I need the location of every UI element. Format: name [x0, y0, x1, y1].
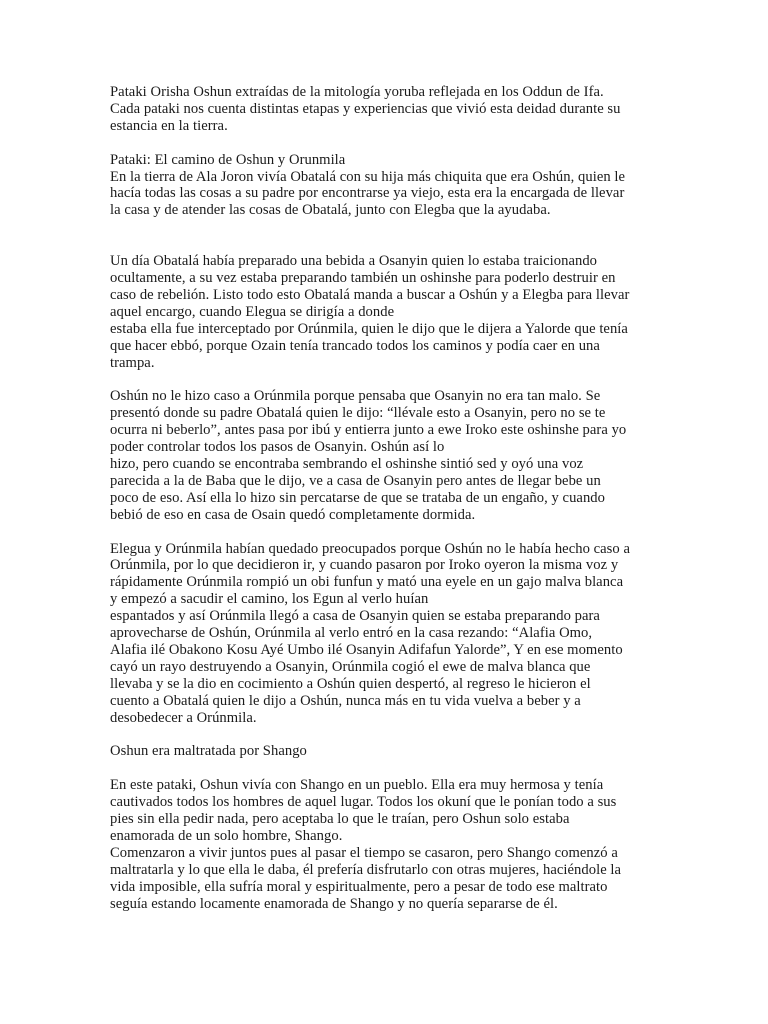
- intro-paragraph: [110, 84, 670, 135]
- paragraph-1: [110, 169, 670, 220]
- text-line: espantados y así Orúnmila llegó a casa de Osanyin quien se estaba preparando para: [110, 608, 600, 625]
- text-line: enamorada de un solo hombre, Shango.: [110, 827, 343, 844]
- text-line: Pataki Orisha Oshun extraídas de la mitología yoruba reflejada en los Oddun de Ifa.: [110, 84, 604, 100]
- text-line: seguía estando locamente enamorada de Shango y no quería separarse de él.: [110, 895, 558, 912]
- section-title-text: Oshun era maltratada por Shango: [110, 743, 307, 760]
- text-line: bebió de eso en casa de Osain quedó completamente dormida.: [110, 506, 476, 523]
- text-line: presentó donde su padre Obatalá quien le dijo: “llévale esto a Osanyin, pero no se te: [110, 405, 606, 422]
- paragraph-2: [110, 253, 670, 371]
- text-line: trampa.: [110, 354, 155, 371]
- text-line: poder controlar todos los pasos de Osanyin. Oshún así lo: [110, 439, 445, 456]
- text-line: Cada pataki nos cuenta distintas etapas y experiencias que vivió esta deidad durante su: [110, 100, 621, 117]
- text-line: Oshún no le hizo caso a Orúnmila porque pensaba que Osanyin no era tan malo. Se: [110, 388, 601, 405]
- text-line: estaba ella fue interceptado por Orúnmila, quien le dijo que le dijera a Yalorde que tenía: [110, 320, 628, 337]
- section-title: [110, 152, 670, 169]
- text-line: maltratarla y lo que ella le daba, él prefería disfrutarlo con otras mujeres, haciéndole la: [110, 861, 622, 878]
- text-line: estancia en la tierra.: [110, 117, 228, 134]
- paragraph-5: [110, 777, 670, 912]
- text-line: aprovecharse de Oshún, Orúnmila al verlo entró en la casa rezando: “Alafia Omo,: [110, 625, 593, 642]
- text-line: En este pataki, Oshun vivía con Shango en un pueblo. Ella era muy hermosa y tenía: [110, 777, 604, 794]
- text-line: poco de eso. Así ella lo hizo sin percatarse de que se trataba de un engaño, y cuando: [110, 489, 605, 506]
- text-line: pies sin ella pedir nada, pero aceptaba lo que le traían, pero Oshun solo estaba: [110, 811, 570, 828]
- section-title-text: Pataki: El camino de Oshun y Orunmila: [110, 151, 346, 168]
- text-line: Orúnmila, por lo que decidieron ir, y cuando pasaron por Iroko oyeron la misma voz y: [110, 557, 619, 574]
- section-title: [110, 743, 670, 760]
- text-line: En la tierra de Ala Joron vivía Obatalá con su hija más chiquita que era Oshún, quien le: [110, 168, 626, 185]
- text-line: desobedecer a Orúnmila.: [110, 709, 257, 726]
- text-line: aquel encargo, cuando Elegua se dirigía a donde: [110, 303, 395, 320]
- text-line: llevaba y se la dio en cocimiento a Oshún quien despertó, al regreso le hicieron el: [110, 675, 591, 692]
- text-line: hizo, pero cuando se encontraba sembrando el oshinshe sintió sed y oyó una voz: [110, 456, 584, 473]
- text-line: hacía todas las cosas a su padre por encontrarse ya viejo, esta era la encargada de llevar: [110, 185, 625, 202]
- paragraph-4: [110, 541, 670, 727]
- text-line: ocurra ni beberlo”, antes pasa por ibú y entierra junto a ewe Iroko este oshinshe para yo: [110, 422, 627, 439]
- text-line: cuento a Obatalá quien le dijo a Oshún, nunca más en tu vida vuelva a beber y a: [110, 692, 581, 709]
- text-line: vida imposible, ella sufría moral y espiritualmente, pero a pesar de todo ese maltrato: [110, 878, 608, 895]
- text-line: parecida a la de Baba que le dijo, ve a casa de Osanyin pero antes de llegar bebe un: [110, 472, 601, 489]
- text-line: cautivados todos los hombres de aquel lugar. Todos los okuní que le ponían todo a sus: [110, 794, 617, 811]
- text-line: Alafia ilé Obakono Kosu Ayé Umbo ilé Osanyin Adifafun Yalorde”, Y en ese momento: [110, 641, 623, 658]
- paragraph-3: [110, 388, 670, 523]
- text-line: la casa y de atender las cosas de Obatalá, junto con Elegba que la ayudaba.: [110, 202, 551, 219]
- text-line: cayó un rayo destruyendo a Osanyin, Orúnmila cogió el ewe de malva blanca que: [110, 658, 591, 675]
- text-line: Comenzaron a vivir juntos pues al pasar el tiempo se casaron, pero Shango comenzó a: [110, 844, 618, 861]
- text-line: ocultamente, a su vez estaba preparando también un oshinshe para poderlo destruir en: [110, 270, 616, 287]
- text-line: caso de rebelión. Listo todo esto Obatalá manda a buscar a Oshún y a Elegba para llevar: [110, 287, 630, 304]
- text-line: Un día Obatalá había preparado una bebida a Osanyin quien lo estaba traicionando: [110, 253, 598, 270]
- text-line: rápidamente Orúnmila rompió un obi funfun y mató una eyele en un gajo malva blanca: [110, 574, 624, 591]
- document-page: [110, 84, 670, 912]
- text-line: Elegua y Orúnmila habían quedado preocupados porque Oshún no le había hecho caso a: [110, 540, 630, 557]
- text-line: que hacer ebbó, porque Ozain tenía trancado todos los caminos y podía caer en una: [110, 337, 600, 354]
- text-line: y empezó a sacudir el camino, los Egun al verlo huían: [110, 591, 429, 608]
